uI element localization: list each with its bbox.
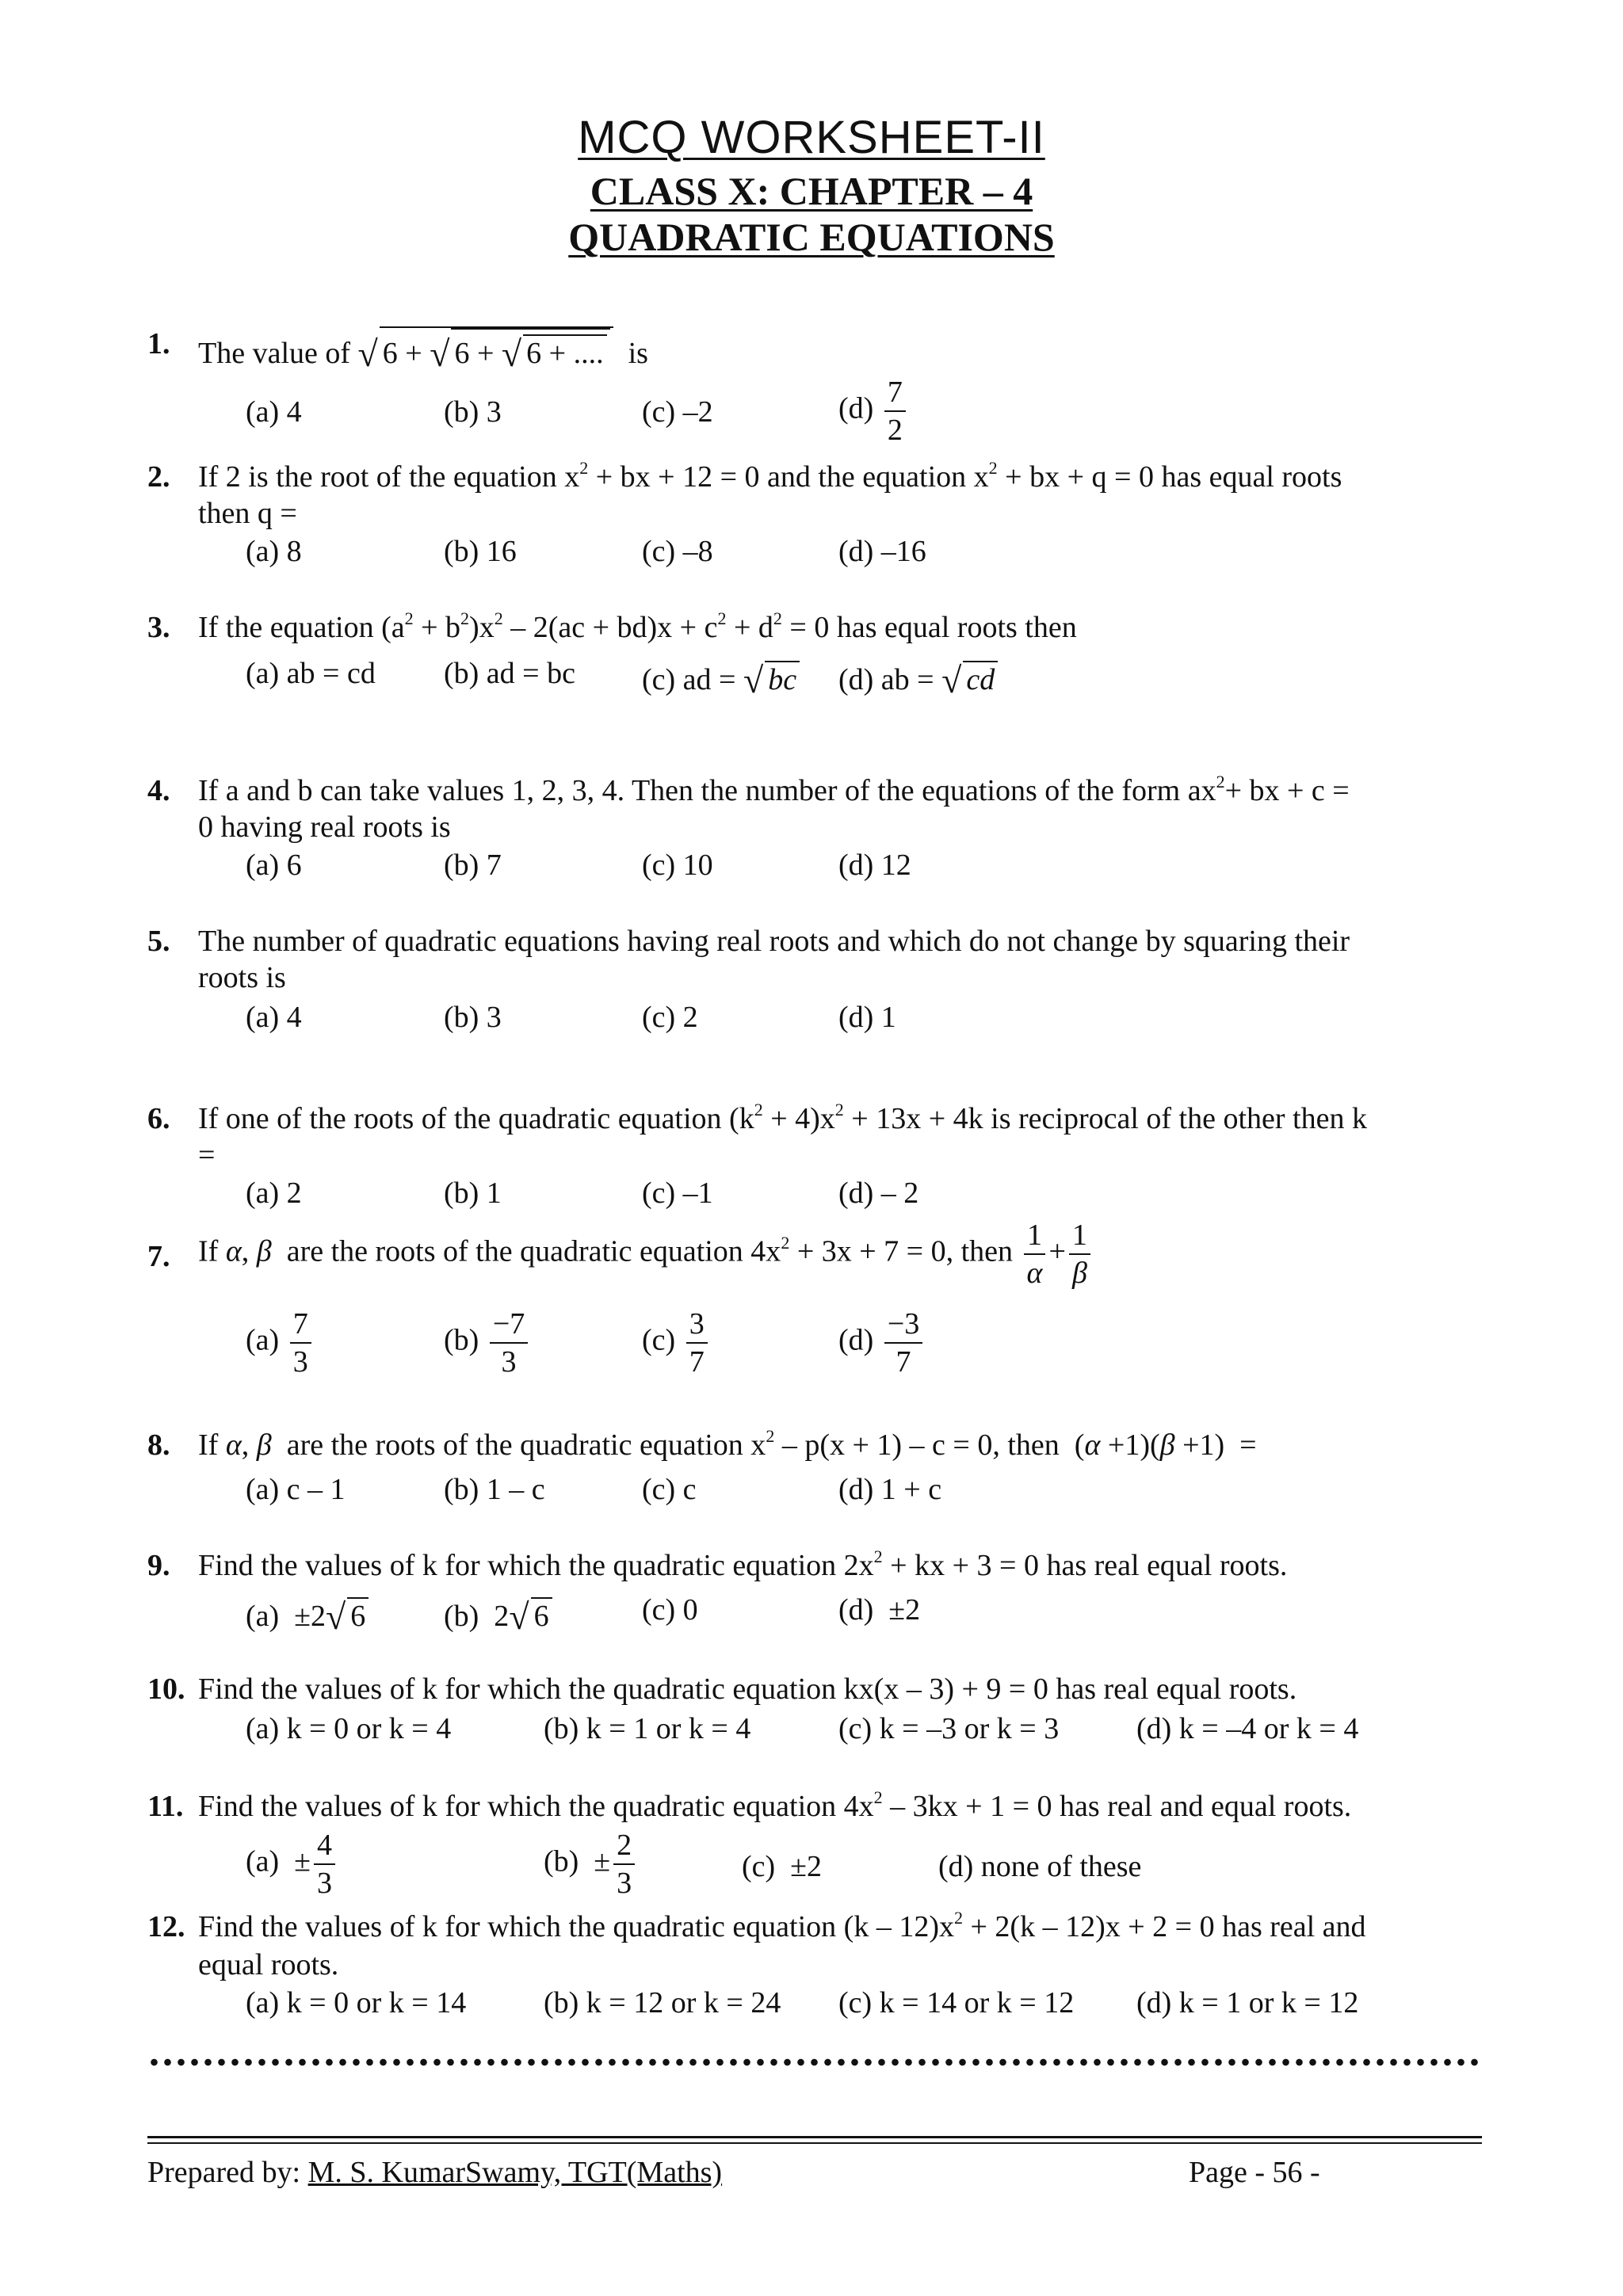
option: (a) k = 0 or k = 4	[246, 1712, 452, 1745]
question-number: 6.	[147, 1102, 170, 1135]
question-number: 3.	[147, 611, 170, 644]
option: (a) 4	[246, 395, 302, 429]
question-text: If one of the roots of the quadratic equation $(k^2 + 4)x^2 + 13x + 4k$ is reciprocal of the other then k	[198, 1100, 1367, 1135]
footer-rule	[147, 2136, 1482, 2138]
option: (b) 3	[444, 395, 502, 429]
option: (d) ab = √ cd	[838, 656, 998, 698]
question-text-continued: then q =	[198, 497, 297, 530]
question-text: If a and b can take values 1, 2, 3, 4. Then the number of the equations of the form $ax^2+$ bx + c =	[198, 772, 1350, 807]
prepared-label: Prepared by:	[147, 2156, 308, 2189]
option: (d) k = –4 or k = 4	[1136, 1712, 1359, 1745]
option: (d) 1	[838, 1001, 896, 1034]
worksheet-title: MCQ WORKSHEET-II	[578, 112, 1045, 163]
option: (a) k = 0 or k = 14	[246, 1986, 467, 2019]
question-number: 11.	[147, 1790, 184, 1823]
option: (c) $\frac{3}{7}$	[642, 1309, 711, 1377]
question-text: Find the values of k for which the quadratic equation $4x^2 - 3kx + 1 = 0$ has real and equal roots.	[198, 1787, 1352, 1823]
question-text: The value of √ 6 + √ 6 + √ 6 + .... is	[198, 326, 648, 372]
option: (b) 3	[444, 1001, 502, 1034]
option: (b) 2√ 6	[444, 1592, 552, 1634]
option: (c) k = 14 or k = 12	[838, 1986, 1075, 2019]
option: (d) $\frac{-3}{7}$	[838, 1309, 926, 1377]
option: (a) $\frac{7}{3}$	[246, 1309, 315, 1377]
question-number: 8.	[147, 1428, 170, 1462]
question-number: 2.	[147, 460, 170, 494]
class-chapter-heading: CLASS X: CHAPTER – 4	[590, 169, 1033, 213]
question-text: If 2 is the root of the equation $x^2$ + bx + 12 = 0 and the equation $x^2$ + bx + q = 0 has equal roots	[198, 458, 1342, 494]
option: (a) 4	[246, 1001, 302, 1034]
question-number: 5.	[147, 925, 170, 958]
question-text: If the equation $(a^2 + b^2)x^2 - 2(ac + bd)x + c^2 + d^2 = 0$ has equal roots then	[198, 608, 1077, 644]
option: (c) k = –3 or k = 3	[838, 1712, 1060, 1745]
option: (b) 1 – c	[444, 1473, 545, 1506]
question-number: 9.	[147, 1549, 170, 1582]
question-text-continued: roots is	[198, 961, 286, 994]
question-number: 10.	[147, 1672, 185, 1706]
option: (c) ad = √ bc	[642, 656, 800, 698]
question-text: If α, β are the roots of the quadratic equation $x^2 - p(x + 1) - c = 0$, then (α +1)(β +1) =	[198, 1426, 1257, 1462]
option: (d) 1 + c	[838, 1473, 942, 1506]
option: (c) –8	[642, 535, 713, 568]
option: (b) $\frac{-7}{3}$	[444, 1309, 531, 1377]
option: (a) 6	[246, 849, 302, 882]
footer-rule	[147, 2142, 1482, 2144]
option: (b) ± $\frac{2}{3}$	[544, 1830, 638, 1898]
question-text-continued: equal roots.	[198, 1948, 339, 1981]
option: (b) 16	[444, 535, 517, 568]
option: (b) 1	[444, 1177, 502, 1210]
option: (b) ad = bc	[444, 657, 575, 690]
option: (c) 2	[642, 1001, 698, 1034]
option: (a) ±2√ 6	[246, 1592, 369, 1634]
option: (c) ±2	[742, 1850, 823, 1883]
option: (d) none of these	[938, 1850, 1142, 1883]
option: (d) – 2	[838, 1177, 919, 1210]
question-text-continued: 0 having real roots is	[198, 810, 451, 844]
question-number: 7.	[147, 1240, 170, 1273]
option: (a) 2	[246, 1177, 302, 1210]
option: (d) k = 1 or k = 12	[1136, 1986, 1359, 2019]
question-text: Find the values of k for which the quadratic equation $2x^2$ + kx + 3 = 0 has real equal roots.	[198, 1547, 1288, 1582]
option: (c) 10	[642, 849, 713, 882]
footer-credit	[147, 2155, 722, 2190]
option: (d) –16	[838, 535, 926, 568]
option: (b) k = 1 or k = 4	[544, 1712, 751, 1745]
option: (d) 12	[838, 849, 911, 882]
option: (c) c	[642, 1473, 697, 1506]
option: (a) ab = cd	[246, 657, 376, 690]
option: (a) 8	[246, 535, 302, 568]
question-text: The number of quadratic equations having real roots and which do not change by squaring their	[198, 925, 1350, 958]
option: (d) $\frac{7}{2}$	[838, 377, 909, 445]
question-text: Find the values of k for which the quadratic equation kx(x – 3) + 9 = 0 has real equal roots.	[198, 1672, 1297, 1706]
option: (d) ±2	[838, 1593, 921, 1627]
question-text: If α, β are the roots of the quadratic equation $4x^2 + 3x + 7 = 0$, then $\frac{1}{\alpha}$ + $\frac{1}{\beta}$	[198, 1220, 1094, 1288]
question-text: Find the values of k for which the quadratic equation $(k - 12)x^2 + 2(k - 12)x + 2 = 0$ has real and	[198, 1908, 1366, 1943]
question-number: 12.	[147, 1910, 185, 1943]
option: (a) c – 1	[246, 1473, 346, 1506]
page-number: Page - 56 -	[1189, 2156, 1320, 2189]
option: (c) –1	[642, 1177, 713, 1210]
question-text-continued: =	[198, 1138, 216, 1172]
question-number: 1.	[147, 327, 170, 360]
option: (c) –2	[642, 395, 713, 429]
option: (b) k = 12 or k = 24	[544, 1986, 781, 2019]
dotted-separator	[147, 2058, 1479, 2066]
option: (a) ± $\frac{4}{3}$	[246, 1830, 338, 1898]
question-number: 4.	[147, 774, 170, 807]
topic-heading: QUADRATIC EQUATIONS	[568, 215, 1055, 259]
option: (b) 7	[444, 849, 502, 882]
option: (c) 0	[642, 1593, 698, 1627]
author-name: M. S. KumarSwamy, TGT(Maths)	[307, 2156, 723, 2189]
